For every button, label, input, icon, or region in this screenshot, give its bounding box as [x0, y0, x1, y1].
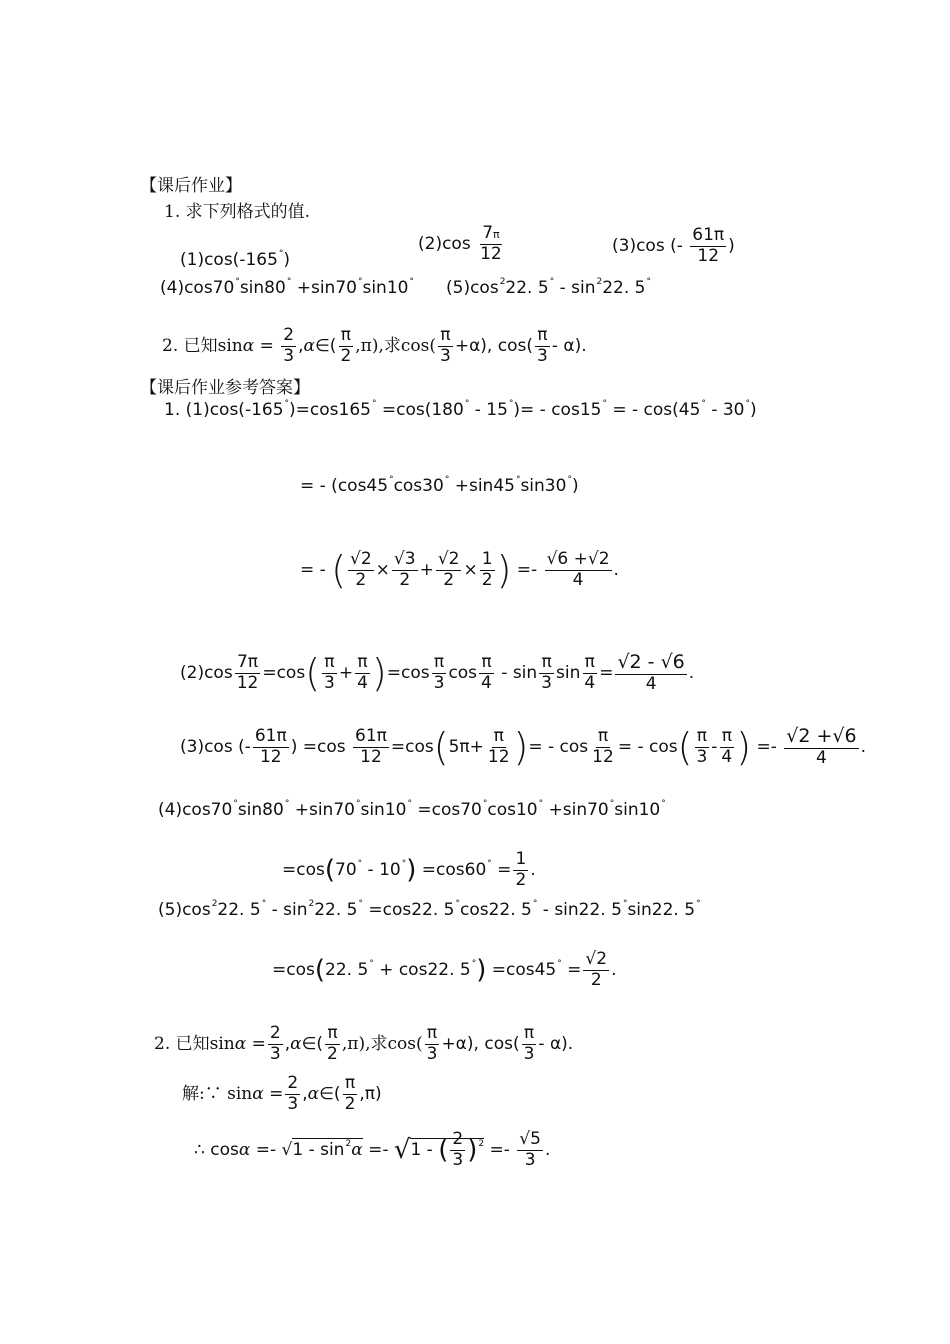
square-mark: 2: [499, 277, 506, 287]
denominator: 3: [324, 672, 335, 693]
degree-mark: °: [622, 899, 628, 909]
fraction: [478, 224, 504, 264]
denominator: 4: [481, 672, 492, 693]
degree-mark: °: [508, 399, 514, 409]
expr-text: ,π),求cos(: [355, 336, 437, 357]
denominator: 2: [340, 345, 352, 366]
denominator: 12: [259, 746, 282, 767]
numerator: √5: [519, 1129, 541, 1149]
numerator: 61π: [254, 726, 287, 747]
degree-mark: °: [286, 277, 292, 287]
fraction: [322, 653, 337, 693]
numerator: π: [584, 652, 595, 673]
denominator: 12: [592, 746, 614, 767]
numerator: π: [537, 325, 548, 345]
fraction: [480, 550, 495, 590]
expr-text: 1. (1)cos(-165: [164, 400, 284, 420]
fraction: $\frac{√2 +√6}{4}$: [786, 725, 857, 768]
alpha-symbol: α: [303, 336, 315, 357]
degree-mark: °: [401, 859, 407, 870]
numerator: √2: [350, 549, 372, 569]
fraction: [535, 326, 550, 366]
degree-mark: °: [371, 399, 377, 409]
fraction: [338, 326, 353, 366]
degree-mark: °: [602, 399, 607, 409]
degree-mark: °: [567, 475, 572, 485]
expr-text: ∈(: [315, 336, 337, 357]
expr-text: 2. 已知sin: [154, 1034, 235, 1055]
numerator: 2: [452, 1129, 464, 1149]
expr-text: - sin: [554, 278, 596, 298]
fraction: [479, 653, 494, 693]
degree-mark: °: [487, 859, 492, 870]
square-mark: 2: [211, 899, 218, 909]
denominator: 4: [645, 673, 657, 694]
numerator: √2: [437, 549, 460, 569]
expr-text: (5)cos: [446, 278, 499, 298]
denominator: 4: [572, 569, 584, 590]
degree-mark: °: [701, 399, 706, 409]
denominator: 4: [357, 672, 368, 693]
numerator: 1: [481, 549, 493, 569]
denominator: 4: [584, 672, 596, 693]
answer-2-restated: 2. 已知sinα = $\frac{2}{3}$ ,α∈( $\frac{\pi}{2}$ ,π),求cos( $\frac{\pi}{3}$ +α), cos( $\frac{\pi}{3}$ - α).: [154, 1023, 574, 1064]
numerator: 2: [287, 1073, 299, 1093]
fraction: [522, 1024, 537, 1064]
denominator: 3: [433, 672, 445, 693]
fraction: [694, 727, 709, 767]
answer-1-5-line-2: =cos(22. 5° + cos22. 5°) =cos45° = $\frac{√2}{2}$ .: [272, 949, 617, 990]
denominator: 12: [236, 672, 259, 693]
denominator: 4: [721, 746, 733, 767]
fraction: [539, 653, 554, 693]
fraction: [517, 1130, 543, 1170]
numerator: π: [493, 726, 504, 747]
degree-mark: °: [357, 277, 363, 287]
expr-text: (3)cos (-: [612, 236, 683, 257]
question-1-intro: 1. 求下列格式的值.: [164, 202, 311, 222]
denominator: 3: [269, 1043, 281, 1064]
question-1-part-3: (3)cos (- $\frac{61\pi}{12}$ ): [612, 225, 735, 266]
answer-1-1-line-1: 1. (1)cos(-165°)=cos165° =cos(180° - 15°)= - cos15° = - cos(45° - 30°): [164, 399, 757, 420]
question-1-part-1: (1)cos(-165°): [180, 249, 291, 270]
alpha-symbol: α: [242, 336, 255, 357]
fraction: [582, 653, 597, 693]
denominator: 2: [590, 969, 602, 990]
numerator: 61π: [692, 225, 725, 245]
expr-text: (4)cos70: [158, 800, 233, 820]
fraction: [355, 653, 370, 693]
degree-mark: °: [515, 475, 521, 485]
denominator: 3: [524, 1149, 536, 1170]
numerator: 2: [269, 1023, 281, 1043]
denominator: 12: [487, 746, 510, 767]
degree-mark: °: [609, 799, 615, 809]
degree-mark: °: [284, 799, 290, 809]
numerator: π: [481, 652, 492, 673]
fraction: [425, 1024, 440, 1064]
numerator: 7π: [236, 652, 259, 673]
denominator: 3: [287, 1093, 299, 1114]
denominator: 4: [816, 747, 827, 768]
degree-mark: °: [407, 799, 412, 809]
fraction: [325, 1024, 340, 1064]
square-mark: 2: [478, 1139, 485, 1150]
question-2: 2. 已知sinα = $\frac{2}{3}$ ,α∈( $\frac{\pi}{2}$ ,π),求cos( $\frac{\pi}{3}$ +α), cos( $\frac{\pi}{3}$ - α).: [162, 325, 587, 366]
answer-1-3: (3)cos (- $\frac{61\pi}{12}$ ) =cos $\frac{61\pi}{12}$ =cos(5π+ $\frac{\pi}{12}$ )= - cos $\frac{\pi}{12}$ = - cos( $\frac{\pi}{3}$ - $\frac{\pi}{4}$ ) =- $\frac{√2 +√6}{4}$ .: [180, 725, 867, 770]
denominator: 3: [440, 345, 451, 366]
fraction: [343, 1074, 358, 1114]
expr-text: cos(: [484, 1034, 520, 1055]
expr-text: 22. 5: [505, 278, 549, 298]
degree-mark: °: [455, 899, 460, 909]
fraction: [253, 727, 289, 767]
fraction: [392, 550, 418, 590]
denominator: 3: [426, 1043, 438, 1064]
fraction: [513, 850, 528, 890]
numerator: π: [426, 1023, 438, 1043]
answer-2-given: 解:∵ sinα = $\frac{2}{3}$ ,α∈( $\frac{\pi}{2}$ ,π): [182, 1073, 382, 1114]
fraction: [348, 550, 374, 590]
numerator: π: [541, 652, 552, 673]
fraction: [719, 727, 734, 767]
numerator: √2: [585, 949, 608, 969]
expr-text: - 30: [705, 400, 745, 420]
denominator: 2: [355, 569, 367, 590]
alpha-symbol: α: [351, 1140, 363, 1161]
degree-mark: °: [284, 399, 290, 409]
fraction: [690, 226, 726, 266]
degree-mark: °: [646, 277, 651, 287]
alpha-symbol: α: [238, 1140, 251, 1161]
expr-text: (5)cos: [158, 900, 211, 920]
alpha-symbol: α: [307, 1084, 320, 1105]
denominator: 3: [541, 672, 552, 693]
degree-mark: °: [358, 899, 363, 909]
alpha-symbol: α: [290, 1034, 302, 1055]
answer-2-cos-result: ∴ $\cos\alpha =- √1 - \sin^2\alpha =- √1$ - ( $\frac{2}{3}$ )$^2$ =- $\frac{√5}{3}$ .: [194, 1129, 551, 1170]
fraction: [438, 326, 453, 366]
fraction: [450, 1130, 465, 1170]
numerator: π: [340, 325, 351, 345]
fraction: [353, 727, 389, 767]
denominator: 2: [515, 869, 527, 890]
expr-text: (4)cos70: [160, 278, 235, 298]
expr-text: ∴ cos: [194, 1140, 239, 1161]
expr-text: 解:∵ sin: [182, 1084, 253, 1105]
numerator: √3: [393, 549, 416, 569]
numerator: 1: [515, 849, 527, 869]
expr-text: )=cos165: [289, 400, 371, 420]
degree-mark: °: [464, 399, 470, 409]
degree-mark: °: [233, 799, 238, 809]
degree-mark: °: [538, 799, 544, 809]
degree-mark: °: [444, 475, 450, 485]
homework-heading: 【课后作业】: [140, 176, 242, 196]
numerator: 2: [283, 325, 295, 345]
expr-text: ,π),求cos(: [341, 1034, 423, 1055]
fraction: [285, 1074, 300, 1114]
numerator: π: [523, 1023, 535, 1043]
numerator: π: [327, 1023, 338, 1043]
expr-text: =: [263, 1084, 284, 1105]
expr-text: = - cos(45: [606, 400, 701, 420]
answer-1-1-line-3: = - ( $\frac{√2}{2}$ × $\frac{√3}{2}$ + $\frac{√2}{2}$ × $\frac{1}{2}$ ) =- $\frac{√6 +√2}{4}$ .: [300, 548, 619, 593]
expr-text: =: [246, 1034, 266, 1055]
numerator: π: [344, 1073, 356, 1093]
expr-text: +α),: [454, 336, 493, 357]
denominator: 2: [344, 1093, 356, 1114]
degree-mark: °: [357, 859, 363, 870]
expr-text: (1)cos(-165: [180, 250, 278, 270]
degree-mark: °: [557, 959, 562, 970]
degree-mark: °: [278, 249, 284, 259]
degree-mark: °: [661, 799, 666, 809]
square-mark: 2: [345, 1139, 352, 1150]
expr-text: =cos(180: [376, 400, 464, 420]
degree-mark: °: [532, 899, 538, 909]
degree-mark: °: [369, 959, 374, 970]
answer-1-2: (2)cos $\frac{7\pi}{12}$ =cos( $\frac{\pi}{3}$ + $\frac{\pi}{4}$ )=cos $\frac{\pi}{3}$ cos $\frac{\pi}{4}$ - sin $\frac{\pi}{3}$ sin $\frac{\pi}{4}$ = $\frac{√2 - √6}{4}$ .: [180, 651, 695, 696]
degree-mark: °: [696, 899, 701, 909]
square-mark: 2: [596, 277, 603, 287]
denominator: 2: [399, 569, 411, 590]
degree-mark: °: [235, 277, 240, 287]
fraction: [583, 950, 609, 990]
denominator: 3: [696, 746, 708, 767]
denominator: 3: [523, 1043, 535, 1064]
question-1-part-4: (4)cos70°sin80° +sin70°sin10°: [160, 277, 414, 298]
fraction: [436, 550, 462, 590]
expr-text: 22. 5: [602, 278, 646, 298]
denominator: 12: [480, 243, 502, 264]
denominator: 2: [443, 569, 455, 590]
alpha-symbol: α: [252, 1084, 264, 1105]
fraction: $\frac{√6 +√2}{4}$: [546, 549, 610, 590]
denominator: 3: [452, 1149, 464, 1170]
denominator: 3: [537, 345, 548, 366]
numerator: π: [433, 652, 445, 673]
pi-symbol: π: [493, 228, 500, 241]
numerator: 61π: [355, 726, 387, 747]
degree-mark: °: [409, 277, 414, 287]
degree-mark: °: [549, 277, 555, 287]
degree-mark: °: [261, 899, 267, 909]
numerator: π: [721, 726, 732, 747]
fraction: [268, 1024, 283, 1064]
answer-1-1-line-2: = - (cos45°cos30° +sin45°sin30°): [300, 475, 579, 496]
expr-text: - α).: [538, 1034, 574, 1055]
numerator: π: [357, 652, 368, 673]
denominator: 12: [697, 245, 720, 266]
answers-heading: 【课后作业参考答案】: [140, 378, 310, 398]
degree-mark: °: [482, 799, 488, 809]
expr-text: ∈(: [319, 1084, 341, 1105]
degree-mark: °: [355, 799, 361, 809]
expr-text: (2)cos: [418, 234, 471, 255]
expr-text: +α),: [441, 1034, 479, 1055]
numerator: π: [597, 726, 609, 747]
fraction: $\frac{√2 - √6}{4}$: [617, 651, 685, 694]
degree-mark: °: [389, 475, 394, 485]
denominator: 3: [283, 345, 295, 366]
denominator: 12: [360, 746, 382, 767]
expr-text: - α).: [551, 336, 587, 357]
fraction: [432, 653, 447, 693]
fraction: [281, 326, 296, 366]
expr-text: 2. 已知sin: [162, 336, 243, 357]
degree-mark: °: [745, 399, 750, 409]
degree-mark: °: [471, 959, 477, 970]
answer-1-4-line-2: =cos(70° - 10°) =cos60° = $\frac{1}{2}$ .: [282, 849, 536, 890]
numerator: 7: [482, 223, 494, 243]
alpha-symbol: α: [234, 1034, 247, 1055]
fraction: [486, 727, 512, 767]
expr-text: =: [254, 336, 274, 357]
numerator: π: [440, 325, 451, 345]
fraction: [235, 653, 261, 693]
fraction: [590, 727, 616, 767]
question-1-part-5: [446, 278, 651, 297]
question-1-part-2: [418, 224, 506, 264]
expr-text: cos(: [497, 336, 533, 357]
numerator: π: [696, 726, 707, 747]
denominator: 2: [327, 1043, 338, 1064]
expr-text: - 15: [469, 400, 508, 420]
expr-text: 5π: [448, 737, 470, 758]
numerator: π: [324, 652, 335, 673]
expr-text: ∈(: [301, 1034, 324, 1055]
square-mark: 2: [308, 899, 315, 909]
expr-text: )= - cos15: [513, 400, 602, 420]
answer-1-5-line-1: $(5)\cos^222$. $5^\circ - \sin^222$. 5° =cos22. 5°cos22. 5° - sin22. 5°sin22. 5°: [158, 899, 701, 920]
answer-1-4-line-1: (4)cos70°sin80° +sin70°sin10° =cos70°cos10° +sin70°sin10°: [158, 799, 666, 820]
denominator: 2: [481, 569, 493, 590]
